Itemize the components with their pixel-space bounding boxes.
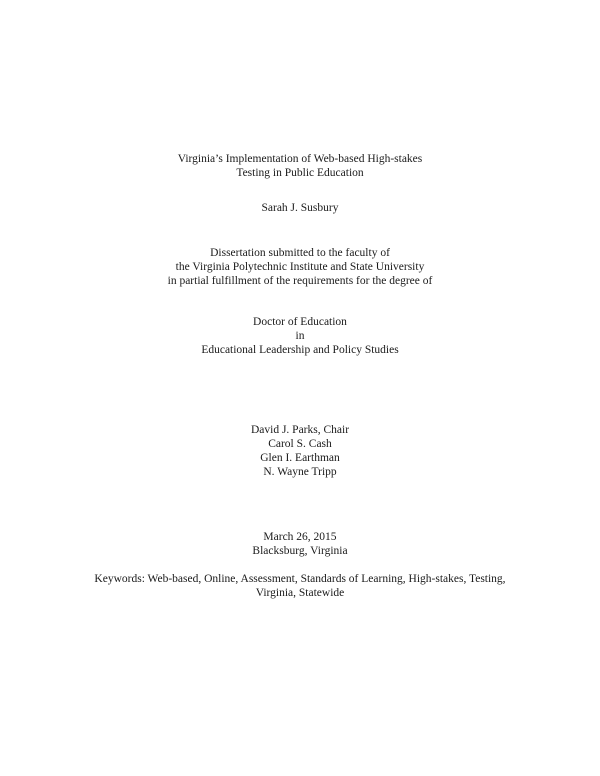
committee-chair: David J. Parks, Chair	[250, 424, 350, 436]
submission-line-1: Dissertation submitted to the faculty of	[210, 247, 390, 259]
committee-member: Carol S. Cash	[268, 438, 332, 450]
committee-member: Glen I. Earthman	[260, 452, 340, 464]
committee-member: N. Wayne Tripp	[263, 466, 337, 478]
keywords-line-2: Virginia, Statewide	[255, 587, 345, 599]
degree-name: Doctor of Education	[253, 316, 347, 328]
title-line-1: Virginia’s Implementation of Web-based High-stakes	[177, 153, 423, 165]
degree-connector: in	[295, 330, 305, 342]
title-line-2: Testing in Public Education	[236, 167, 364, 179]
submission-line-2: the Virginia Polytechnic Institute and State University	[175, 261, 425, 273]
keywords-line-1: Keywords: Web-based, Online, Assessment, Standards of Learning, High-stakes, Testing,	[94, 573, 506, 585]
author-name: Sarah J. Susbury	[261, 202, 339, 214]
defense-location: Blacksburg, Virginia	[252, 545, 348, 557]
submission-line-3: in partial fulfillment of the requirements for the degree of	[167, 275, 433, 287]
defense-date: March 26, 2015	[263, 531, 337, 543]
degree-field: Educational Leadership and Policy Studies	[201, 344, 399, 356]
